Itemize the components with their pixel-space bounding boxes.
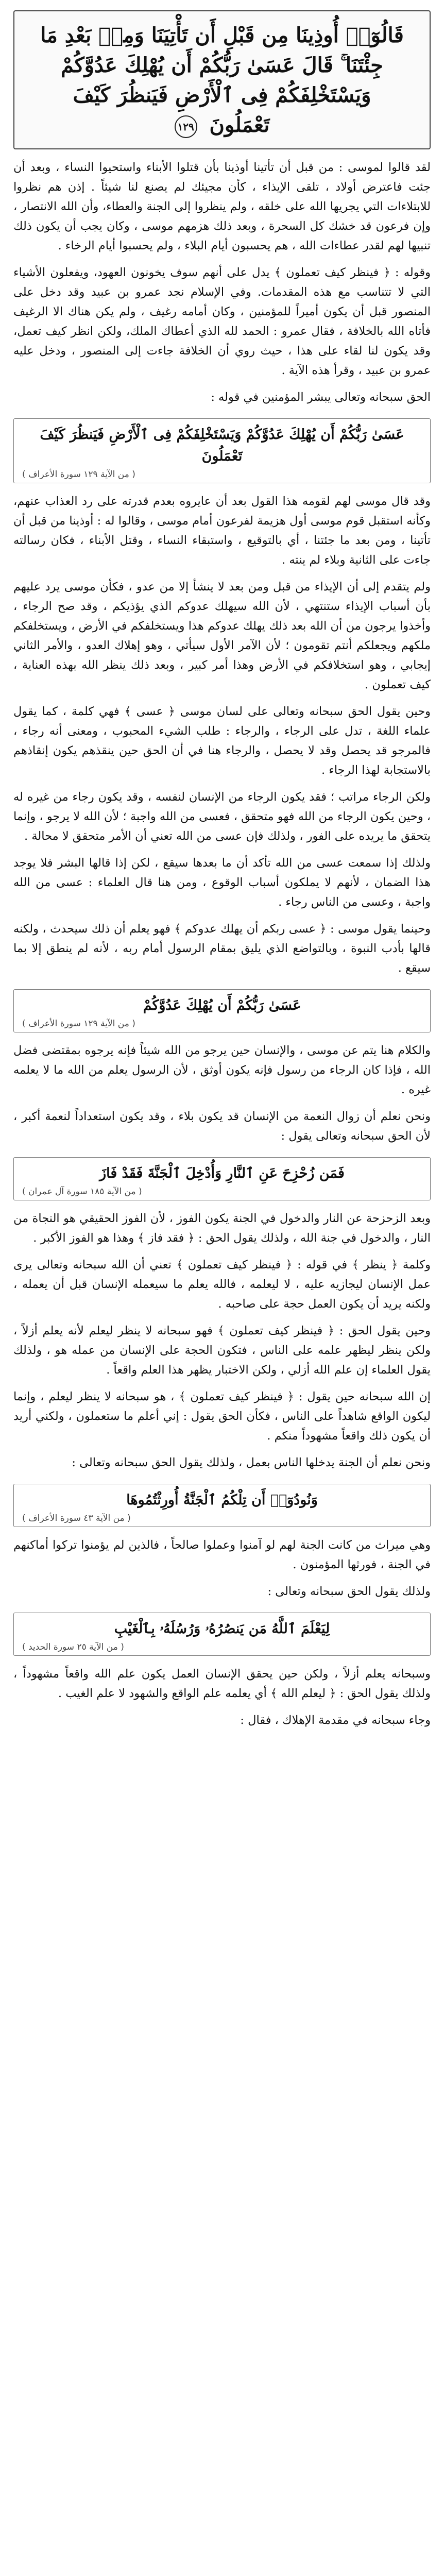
quoted-verse-text: عَسَىٰ رَبُّكُمْ أَن يُهْلِكَ عَدُوَّكُمْ	[143, 997, 301, 1013]
paragraph: وجاء سبحانه في مقدمة الإهلاك ، فقال :	[240, 1714, 431, 1727]
top-verse-line-3: وَيَسْتَخْلِفَكُمْ فِى ٱلْأَرْضِ فَيَنظُرَ كَيْفَ	[73, 83, 371, 107]
paragraph: ولكن الرجاء مراتب ؛ فقد يكون الرجاء من الإنسان لنفسه ، وقد يكون رجاء من غيره له ، وحين يكون الرجاء من الله فهو متحقق ، فعسى من الله واجبة ؛ لأن الله لا يرجو ، وإنما يتحقق ما يريده على الفور ، ولذلك فإن عسى من الله تعني أن الأمر متحقق لا محالة .	[13, 790, 431, 843]
top-verse-line-4	[24, 110, 420, 140]
ayah-number-badge: ١٢٩	[175, 115, 197, 138]
paragraph: ونحن نعلم أن الجنة يدخلها الناس بعمل ، ولذلك يقول الحق سبحانه وتعالى :	[72, 1456, 431, 1469]
paragraph: وحينما يقول موسى : ﴿ عسى ربكم أن يهلك عدوكم ﴾ فهو يعلم أن ذلك سيحدث ، ولكنه قالها بأدب النبوة ، وبالتواضع الذي يليق بمقام الرسول أمام ربه ، لأنه لم ينطق إلا بما سيقع .	[13, 922, 431, 975]
quoted-verse-reference: ( من الآية ١٢٩ سورة الأعراف )	[22, 1019, 135, 1029]
paragraph: وسبحانه يعلم أزلاً ، ولكن حين يحقق الإنسان العمل يكون علم الله واقعاً مشهوداً ، ولذلك يقول الحق : ﴿ ليعلم الله ﴾ أي يعلمه علم الواقع والشهود لا علم الغيب .	[13, 1667, 431, 1700]
paragraph: وبعد الزحزحة عن النار والدخول في الجنة يكون الفوز ، لأن الفوز الحقيقي هو النجاة من النار ، والدخول في جنة الله ، ولذلك يقول الحق : ﴿ فقد فاز ﴾ وهذا هو الفوز الأكبر .	[13, 1212, 431, 1245]
quoted-verse-reference: ( من الآية ١٢٩ سورة الأعراف )	[22, 469, 135, 480]
quoted-verse	[13, 418, 431, 483]
quoted-verse-text: عَسَىٰ رَبُّكُمْ أَن يُهْلِكَ عَدُوَّكُمْ وَيَسْتَخْلِفَكُمْ فِى ٱلْأَرْضِ فَيَنظُرَ كَيْفَ تَعْمَلُونَ	[40, 427, 404, 464]
quoted-verse-reference: ( من الآية ٤٣ سورة الأعراف )	[22, 1513, 131, 1523]
paragraph: ولذلك إذا سمعت عسى من الله تأكد أن ما بعدها سيقع ، لكن إذا قالها البشر فلا يوجد هذا الضمان ، لأنهم لا يملكون أسباب الوقوع ، ومن هنا قال العلماء : عسى من الله واجبة ، وعسى من الناس رجاء .	[13, 856, 431, 909]
paragraph: والكلام هنا يتم عن موسى ، والإنسان حين يرجو من الله شيئاً فإنه يرجوه بمقتضى فضل الله ، فإذا كان الرجاء من رسول فإنه يكون أوثق ، لأن الرسول يعلم من الله ما لا يعلمه غيره .	[13, 1044, 431, 1096]
top-verse-banner	[13, 10, 431, 149]
quoted-verse-text: فَمَن زُحْزِحَ عَنِ ٱلنَّارِ وَأُدْخِلَ ٱلْجَنَّةَ فَقَدْ فَازَ	[99, 1165, 345, 1181]
paragraph: الحق سبحانه وتعالى يبشر المؤمنين في قوله :	[211, 391, 431, 404]
paragraph: وقوله : ﴿ فينظر كيف تعملون ﴾ يدل على أنهم سوف يخونون العهود، ويفعلون الأشياء التي لا تتناسب مع هذه المقدمات. وفي الإسلام نجد عمرو بن عبيد وقد دخل على المنصور قبل أن يكون أميراً للمؤمنين ، وكان أمامه رغيف ، ولم يكن هناك الا الرغيف فأتاه الله بالخلافة ، فقال عمرو : الحمد لله الذي أعطاك الملك، ولكن انظر كيف تعمل، وقد يكون لنا لقاء على هذا ، حيث روي أن الخلافة جاءت إلى المنصور ، ودخل عليه عمرو بن عبيد ، وقرأ هذه الآية .	[13, 266, 431, 377]
paragraph: وكلمة ﴿ ينظر ﴾ في قوله : ﴿ فينظر كيف تعملون ﴾ تعني أن الله سبحانه وتعالى يرى عمل الإنسان ليجازيه عليه ، لا ليعلمه ، فالله يعلم ما سيعمله الإنسان قبل أن يعمله ، ولكنه يريد أن يكون العمل حجة على صاحبه .	[13, 1258, 431, 1311]
paragraph: وحين يقول الحق سبحانه وتعالى على لسان موسى ﴿ عسى ﴾ فهي كلمة ، كما يقول علماء اللغة ، تدل على الرجاء ، والرجاء : طلب الشيء المحبوب ، ومعنى أنه رجاء ، فالمرجو قد يحصل وقد لا يحصل ، والرجاء هنا في أن الحق حين ينقذهم يكون إنقاذهم بالاستجابة لهذا الرجاء .	[13, 705, 431, 777]
paragraph: وهي ميراث من كانت الجنة لهم لو آمنوا وعملوا صالحاً ، فالذين لم يؤمنوا تركوا أماكنهم في الجنة ، فورثها المؤمنون .	[13, 1538, 431, 1571]
paragraph: ولذلك يقول الحق سبحانه وتعالى :	[267, 1585, 431, 1598]
quoted-verse-reference: ( من الآية ١٨٥ سورة آل عمران )	[22, 1187, 142, 1197]
top-verse-end-word: تَعْمَلُونَ	[209, 113, 270, 137]
paragraph: إن الله سبحانه حين يقول : ﴿ فينظر كيف تعملون ﴾ ، هو سبحانه لا ينظر ليعلم ، وإنما ليكون الواقع شاهداً على الناس ، فكأن الحق يقول : إني أعلم ما ستعملون ، ولكني أريد أن يكون ذلك واقعاً مشهوداً منكم .	[13, 1390, 431, 1443]
quoted-verse-reference: ( من الآية ٢٥ سورة الحديد )	[22, 1642, 124, 1652]
paragraph: ولم يتقدم إلى أن الإيذاء من قبل ومن بعد لا ينشأ إلا من عدو ، فكأن موسى يرد عليهم بأن أسباب الإيذاء ستنتهي ، لأن الله سيهلك عدوكم الذي يؤذيكم ، وقد صح الرجاء ، وأخذوا يرجون من أن الله بعد ذلك يهلك عدوكم هذا ويستخلفكم في الأرض ، ويستخلفكم ملكهم ويجعلكم أنتم تقومون ؛ لأن الآمر الأول سيأتي ، وهو إهلاك العدو ، والأمر الثاني إيجابي ، وهو استخلافكم في الأرض وهذا أمر كبير ، وبعد ذلك ينظر الله بهذه العناية ، كيف تعملون .	[13, 580, 431, 691]
top-verse-line-1: قَالُوٓا۟ أُوذِينَا مِن قَبْلِ أَن تَأْتِيَنَا وَمِنۢ بَعْدِ مَا	[40, 23, 404, 47]
quoted-verse	[13, 1157, 431, 1200]
paragraph: وقد قال موسى لهم لقومه هذا القول بعد أن عايروه بعدم قدرته على رد العذاب عنهم، وكأنه استقبل قوم موسى أول هزيمة لفرعون أمام موسى ، وقالوا له : أوذينا من قبل أن تأتينا ، ومن بعد ما جئتنا ، أي بالتوقيع ، واستبقاء النساء ، وقتل الأبناء ، فكان رسالته جاءت على الثانية وبلاء لم ينته .	[13, 495, 431, 567]
top-verse-line-2: جِئْتَنَا ۚ قَالَ عَسَىٰ رَبُّكُمْ أَن يُهْلِكَ عَدُوَّكُمْ	[61, 53, 383, 77]
quoted-verse-text: وَنُودُوٓا۟ أَن تِلْكُمُ ٱلْجَنَّةُ أُورِثْتُمُوهَا	[126, 1492, 318, 1508]
paragraph: لقد قالوا لموسى : من قبل أن تأتينا أوذينا بأن قتلوا الأبناء واستحيوا النساء ، وبعد أن جئت فاعترض أولاد ، تلقى الإيذاء ، كأن مجيئك لم يصنع لنا شيئاً . إذن هم نظروا للابتلاءات التي يجريها الله على خلقه ، ولم ينظروا إلى الجنة والعطاء، وأن الله الانتصار ، وإن فرعون قد خشك كل السحرة ، وبعد ذلك هزمهم موسى ، وكان يجب أن يكون ذلك تنبيها لهم لقدر عطاءات الله ، هم يحسبون أيام البلاء ، ولم يحسبوا أيام الرخاء .	[13, 161, 431, 252]
paragraph: ونحن نعلم أن زوال النعمة من الإنسان قد يكون بلاء ، وقد يكون استعداداً لنعمة أكبر ، لأن الحق سبحانه وتعالى يقول :	[13, 1110, 431, 1143]
quoted-verse-text: لِيَعْلَمَ ٱللَّهُ مَن يَنصُرُهُۥ وَرُسُلَهُۥ بِٱلْغَيْبِ	[114, 1621, 330, 1637]
quoted-verse	[13, 1484, 431, 1527]
quoted-verse	[13, 989, 431, 1032]
paragraph: وحين يقول الحق : ﴿ فينظر كيف تعملون ﴾ فهو سبحانه لا ينظر ليعلم لأنه يعلم أزلاً ، ولكن ينظر ليظهر علمه على الناس ، فتكون الحجة على الإنسان من عمله هو ، ولذلك يقول العلماء إن علم الله أزلي ، ولكن الاختبار يظهر هذا العلم واقعاً .	[13, 1324, 431, 1377]
quoted-verse	[13, 1613, 431, 1656]
spacer	[13, 1737, 431, 2576]
